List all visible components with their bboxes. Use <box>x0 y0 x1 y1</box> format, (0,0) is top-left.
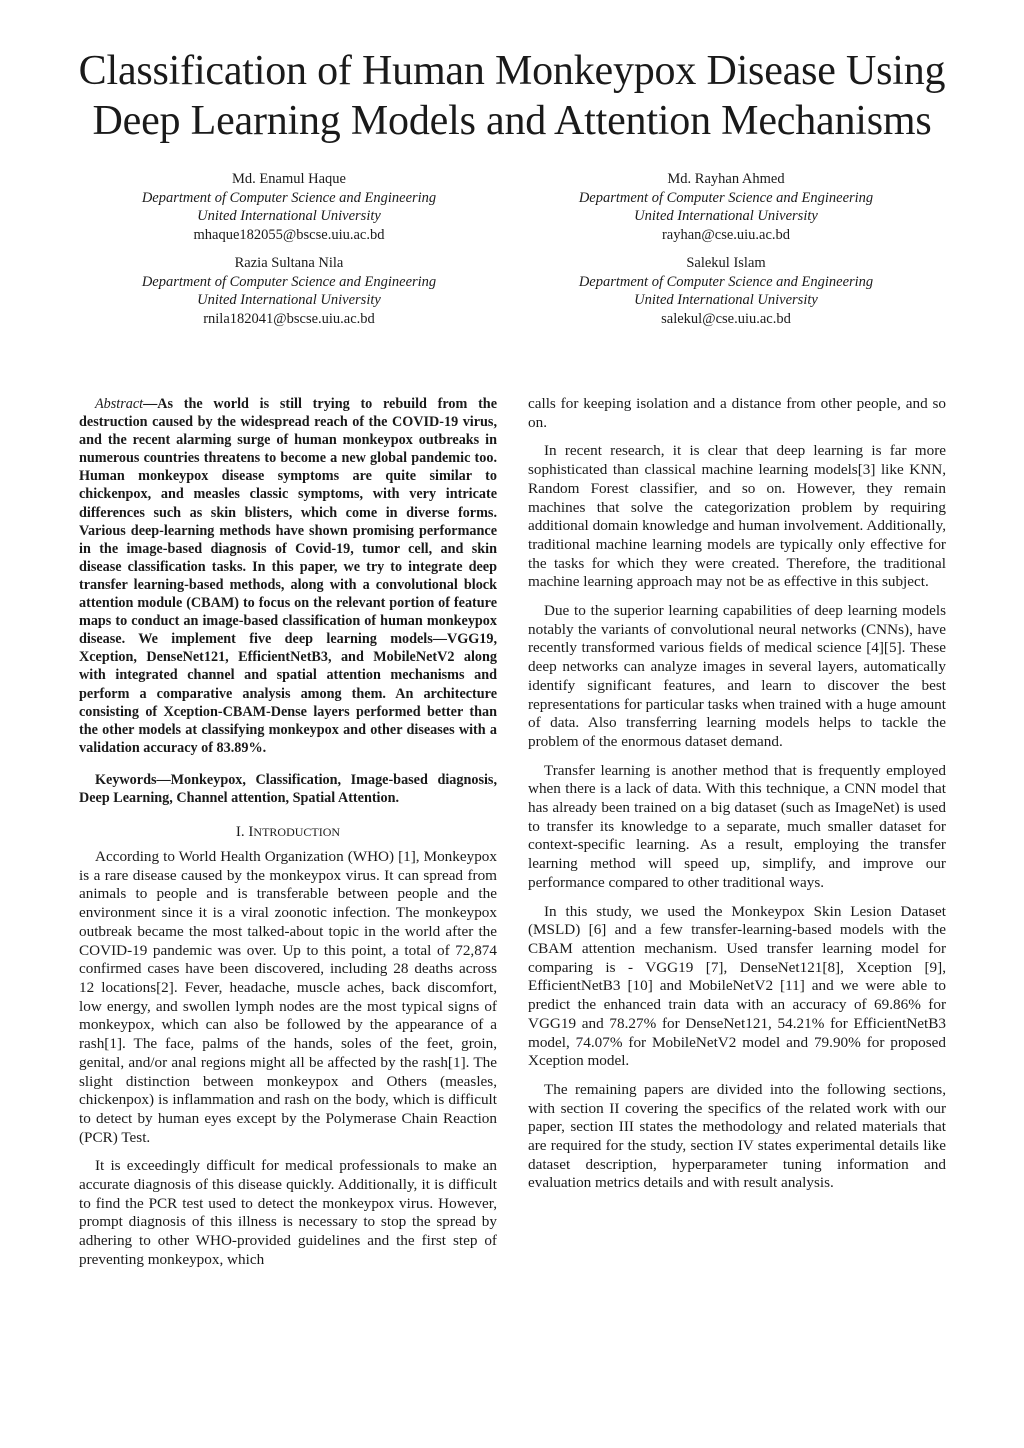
author-name: Razia Sultana Nila <box>234 255 344 271</box>
author-block-4 <box>526 254 926 328</box>
body-paragraph: The remaining papers are divided into the following sections, with section II covering the specifics of the related work with our paper, section III states the methodology and related materials that are required for the study, section IV states experimental details like dataset description, hyperparameter tuning information and evaluation metrics details and with result analysis. <box>528 1080 946 1192</box>
author-university: United International University <box>634 208 818 224</box>
author-email: mhaque182055@bscse.uiu.ac.bd <box>193 226 385 243</box>
author-name: Md. Rayhan Ahmed <box>667 171 785 187</box>
author-department: Department of Computer Science and Engineering <box>578 189 874 206</box>
right-column <box>528 395 946 1193</box>
author-department: Department of Computer Science and Engineering <box>578 273 874 290</box>
author-university: United International University <box>634 292 818 308</box>
section-title-rest: NTRODUCTION <box>253 825 341 840</box>
left-column <box>79 395 497 1270</box>
body-paragraph: In this study, we used the Monkeypox Skin Lesion Dataset (MSLD) [6] and a few transfer-learning-based models with the CBAM attention mechanism. Used transfer learning model for comparing is - VGG19 [7], DenseNet121[8], Xception [9], EfficientNetB3 [10] and MobileNetV2 [11] and we were able to predict the enhanced train data with an accuracy of 69.86% for VGG19 and 78.27% for DenseNet121, 54.21% for EfficientNetB3 model, 74.07% for MobileNetV2 model and 79.90% for proposed Xception model. <box>528 902 946 1070</box>
body-paragraph: Due to the superior learning capabilities of deep learning models notably the variants of convolutional neural networks (CNNs), have recently transformed various fields of medical science [4][5]. These deep networks can analyze images in several layers, automatically identify significant features, and learn to discover the best representations for particular tasks when trained with a huge amount of data. Also transferring learning models helps to tackle the problem of the enormous dataset demand. <box>528 602 946 750</box>
body-paragraph: According to World Health Organization (WHO) [1], Monkeypox is a rare disease caused by the monkeypox virus. It can spread from animals to people and is transferable between people and the environment since it is a viral zoonotic infection. The monkeypox outbreak became the most talked-about topic in the world after the COVID-19 pandemic was over. Up to this point, a total of 72,874 confirmed cases have been discovered, including 28 deaths across 12 locations[2]. Fever, headache, muscle aches, back discomfort, low energy, and swollen lymph nodes are the most typical signs of monkeypox, which can also be followed by the appearance of a rash[1]. The face, palms of the hands, soles of the feet, groin, genital, and/or anal regions might all be affected by the rash[1]. The slight distinction between monkeypox and Others (measles, chickenpox) is inflammation and rash on the body, which is difficult to detect by human eyes except by the Polymerase Chain Reaction (PCR) Test. <box>79 848 497 1146</box>
author-university: United International University <box>197 292 381 308</box>
section-title-initial: I <box>248 824 254 841</box>
abstract-text: —As the world is still trying to rebuild from the destruction caused by the widespread reach of the COVID-19 virus, and the recent alarming surge of human monkeypox outbreaks in numerous countries threatens to become a new global pandemic too. Human monkeypox disease symptoms are quite similar to chickenpox, and measles classic symptoms, with very intricate differences such as skin blisters, which come in diverse forms. Various deep-learning methods have shown promising performance in the image-based diagnosis of Covid-19, tumor cell, and skin disease classification tasks. In this paper, we try to integrate deep transfer learning-based methods, along with a convolutional block attention module (CBAM) to focus on the relevant portion of feature maps to conduct an image-based classification of human monkeypox disease. We implement five deep learning models—VGG19, Xception, DenseNet121, EfficientNetB3, and MobileNetV2 along with integrated channel and spatial attention mechanisms and perform a comparative analysis among them. An architecture consisting of Xception-CBAM-Dense layers performed better than the other models at classifying monkeypox and other diseases with a validation accuracy of 83.89%. <box>79 396 497 756</box>
section-heading-introduction <box>79 823 497 841</box>
author-name: Md. Enamul Haque <box>232 171 346 187</box>
body-paragraph: calls for keeping isolation and a distance from other people, and so on. <box>528 395 946 431</box>
author-block-2 <box>526 170 926 244</box>
author-email: salekul@cse.uiu.ac.bd <box>661 310 791 327</box>
abstract <box>79 395 497 757</box>
title-line-1: Classification of Human Monkeypox Disease Using <box>78 48 946 94</box>
body-paragraph: In recent research, it is clear that deep learning is far more sophisticated than classical machine learning models[3] like KNN, Random Forest classifier, and so on. However, they remain machines that solve the categorization problem by requiring additional domain knowledge and human involvement. Additionally, traditional machine learning models are typically only effective for the tasks for which they were created. Therefore, the traditional machine learning approach may not be as effective in this subject. <box>528 442 946 591</box>
title-line-2: Deep Learning Models and Attention Mechanisms <box>92 98 932 144</box>
author-university: United International University <box>197 208 381 224</box>
body-paragraph: It is exceedingly difficult for medical professionals to make an accurate diagnosis of this disease quickly. Additionally, it is difficult to find the PCR test used to detect the monkeypox virus. However, prompt diagnosis of this illness is necessary to stop the spread by adhering to other WHO-provided guidelines and the first step of preventing monkeypox, which <box>79 1157 497 1268</box>
author-department: Department of Computer Science and Engineering <box>141 189 437 206</box>
author-email: rayhan@cse.uiu.ac.bd <box>661 226 791 243</box>
abstract-label: Abstract <box>95 396 144 412</box>
keywords: Keywords—Monkeypox, Classification, Image-based diagnosis, Deep Learning, Channel attention, Spatial Attention. <box>79 771 497 806</box>
author-block-1 <box>89 170 489 244</box>
paper-title <box>40 46 984 146</box>
author-name: Salekul Islam <box>686 255 766 271</box>
author-block-3 <box>89 254 489 328</box>
author-email: rnila182041@bscse.uiu.ac.bd <box>203 310 375 327</box>
author-department: Department of Computer Science and Engineering <box>141 273 437 290</box>
section-number: I. <box>235 824 245 841</box>
body-paragraph: Transfer learning is another method that is frequently employed when there is a lack of data. With this technique, a CNN model that has already been trained on a big dataset (such as ImageNet) is used to transfer its knowledge to a separate, much smaller dataset for context-specific learning. As a result, employing the transfer learning method will speed up, simplify, and improve our performance compared to other traditional ways. <box>528 761 946 891</box>
